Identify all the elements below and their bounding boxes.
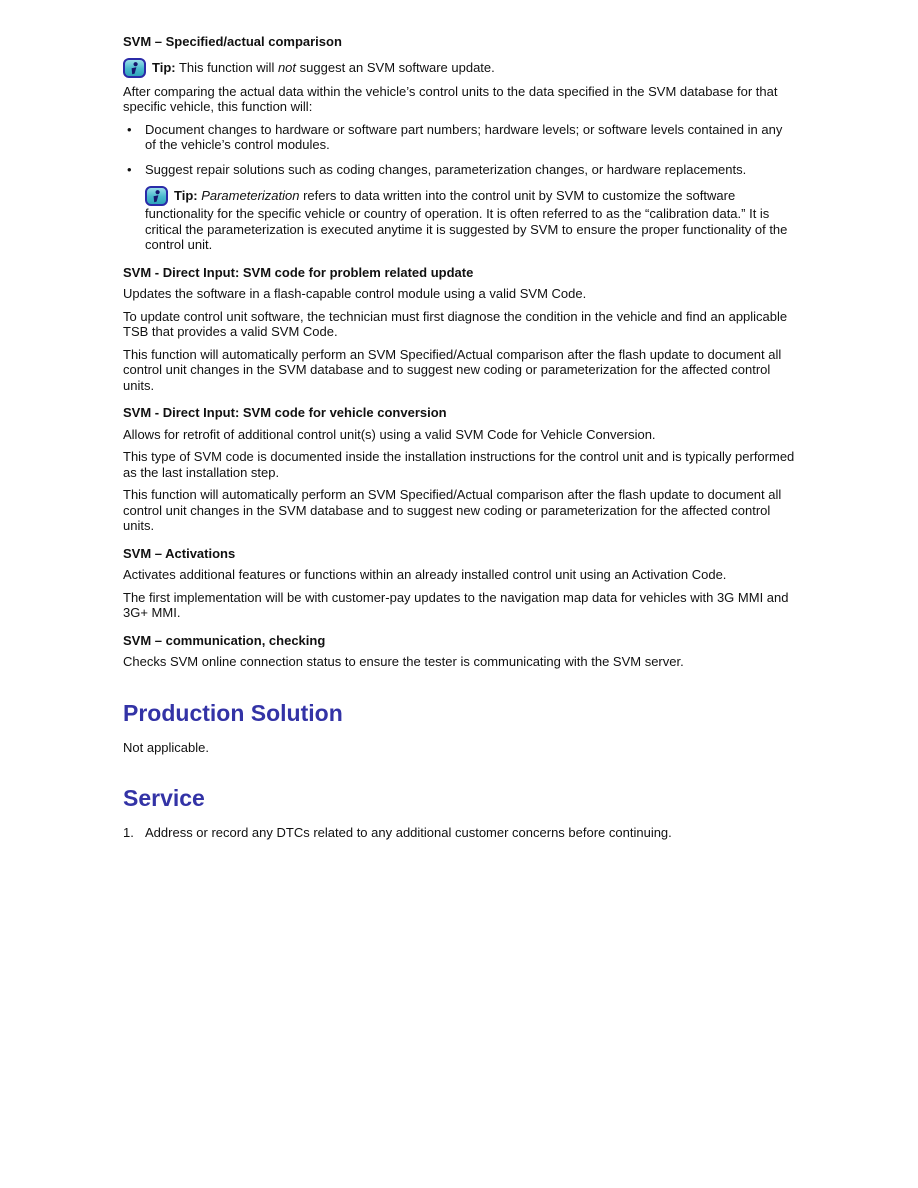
list-item-number: 1.: [123, 825, 134, 840]
paragraph: This function will automatically perform an SVM Specified/Actual comparison after the flash update to document all control unit changes in the SVM database and to suggest new coding or parameterization for the affected control units.: [123, 346, 782, 393]
tip-info-icon: [123, 58, 146, 78]
paragraph: Updates the software in a flash-capable control module using a valid SVM Code.: [123, 286, 587, 301]
svm-comparison-bullet-list: [123, 122, 796, 178]
tip-label: Tip:: [152, 59, 176, 75]
bullet-item: [123, 162, 796, 178]
paragraph: This function will automatically perform an SVM Specified/Actual comparison after the flash update to document all control unit changes in the SVM database and to suggest new coding or parameterization for the affected control units.: [123, 487, 782, 533]
tip-label: Tip:: [174, 188, 198, 203]
section-heading-communication: SVM – communication, checking: [123, 632, 326, 648]
tip-text: refers to data written into the control unit by SVM to customize the software functionality for the specific vehicle or country of operation. It is often referred to as the “calibration data.” It is critical the parameterization is executed anytime it is suggested by SVM to ensure the proper functionality of the control unit.: [145, 188, 788, 252]
tip-text-italic: not: [277, 59, 297, 75]
tip-text-pre: This function will: [175, 59, 278, 75]
paragraph: To update control unit software, the technician must first diagnose the condition in the vehicle and find an applicable TSB that provides a valid SVM Code.: [123, 308, 788, 339]
tip-term-italic: Parameterization: [197, 188, 300, 203]
paragraph: The first implementation will be with customer-pay updates to the navigation map data for vehicles with 3G MMI and 3G+ MMI.: [123, 589, 789, 620]
bullet-item: [123, 122, 796, 153]
tip-block-2: [145, 186, 796, 253]
tip-block-1: [123, 58, 796, 78]
major-heading-service: Service: [123, 785, 205, 811]
svm-comparison-intro: After comparing the actual data within the vehicle’s control units to the data specified in the SVM database for that specific vehicle, this function will:: [123, 83, 778, 114]
paragraph: Activates additional features or functions within an already installed control unit using an Activation Code.: [123, 567, 727, 582]
section-heading-problem-update: SVM - Direct Input: SVM code for problem related update: [123, 264, 474, 280]
bullet-glyph: •: [127, 121, 132, 137]
major-heading-production-solution: Production Solution: [123, 699, 343, 726]
tip-text-post: suggest an SVM software update.: [296, 59, 495, 75]
production-solution-body: Not applicable.: [123, 739, 209, 755]
paragraph: Checks SVM online connection status to ensure the tester is communicating with the SVM server.: [123, 654, 684, 669]
numbered-list-item: [123, 825, 796, 841]
paragraph: This type of SVM code is documented inside the installation instructions for the control unit and is typically performed as the last installation step.: [123, 449, 795, 480]
section-heading-vehicle-conversion: SVM - Direct Input: SVM code for vehicle conversion: [123, 405, 447, 420]
list-item-text: Address or record any DTCs related to any additional customer concerns before continuing.: [145, 825, 672, 840]
bullet-text: Suggest repair solutions such as coding changes, parameterization changes, or hardware replacements.: [145, 161, 747, 177]
section-heading-svm-comparison: SVM – Specified/actual comparison: [123, 34, 342, 49]
tip-info-icon: [145, 186, 168, 206]
bullet-text: Document changes to hardware or software part numbers; hardware levels; or software levels contained in any of the vehicle’s control modules.: [145, 121, 783, 152]
paragraph: Allows for retrofit of additional control unit(s) using a valid SVM Code for Vehicle Conversion.: [123, 426, 656, 442]
bullet-glyph: •: [127, 161, 132, 177]
section-heading-activations: SVM – Activations: [123, 545, 236, 561]
